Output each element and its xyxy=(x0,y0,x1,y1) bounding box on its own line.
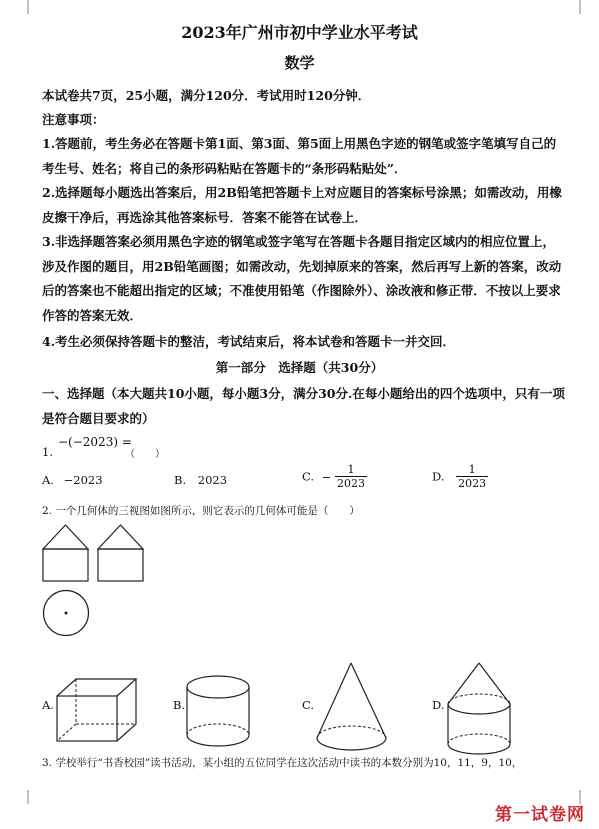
notice-item-2: 2.选择题每小题选出答案后，用2B铅笔把答题卡上对应题目的答案标号涂黑；如需改动，用橡皮擦干净后，再选涂其他答案标号．答案不能答在试卷上． xyxy=(42,185,562,225)
q1-option-d-label: D. xyxy=(432,469,445,484)
q2-option-b-label: B. xyxy=(173,698,186,712)
front-view-figure xyxy=(42,523,90,583)
top-view-figure xyxy=(42,589,92,639)
q1-option-b xyxy=(174,473,227,487)
side-view-figure xyxy=(97,523,145,583)
q1-option-b-label: B. xyxy=(174,473,187,487)
q2-option-d-label: D. xyxy=(432,698,445,712)
exam-title: 2023年广州市初中学业水平考试 xyxy=(181,23,418,42)
q1-option-a xyxy=(42,473,103,487)
corner-mark-bottom-left xyxy=(28,790,42,804)
question-3-text: 3. 学校举行“书香校园”读书活动，某小组的五位同学在这次活动中读书的本数分别为10，11，9，10， xyxy=(42,757,523,769)
q1-option-d-denominator: 2023 xyxy=(458,477,487,490)
q2-option-a-cuboid xyxy=(56,678,138,744)
q2-option-b-cylinder xyxy=(186,675,252,750)
corner-mark-top-right xyxy=(566,0,580,14)
q1-option-c-numerator: 1 xyxy=(335,463,367,477)
question-1-blank: （ ） xyxy=(125,449,165,460)
q1-option-d-fraction xyxy=(456,463,488,490)
q1-option-c-fraction xyxy=(335,463,367,490)
q2-option-c-cone xyxy=(316,662,388,754)
q1-option-b-text: 2023 xyxy=(197,473,228,487)
notice-item-3: 3.非选择题答案必须用黑色字迹的钢笔或签字笔写在答题卡各题目指定区域内的相应位置上，涉及作图的题目，用2B铅笔画图；如需改动，先划掉原来的答案，然后再写上新的答案，改动后的答案也不能超出指定的区域；不准使用铅笔（作图除外）、涂改液和修正带．不按以上要求作答的答案无效． xyxy=(42,234,562,323)
q1-option-d xyxy=(432,463,488,490)
q1-option-c xyxy=(302,463,367,490)
section-instructions: 一、选择题（本大题共10小题，每小题3分，满分30分.在每小题给出的四个选项中，只有一项是符合题目要求的） xyxy=(42,386,565,426)
q1-option-d-numerator: 1 xyxy=(456,463,488,477)
exam-summary: 本试卷共7页，25小题，满分120分．考试用时120分钟． xyxy=(42,88,371,103)
site-watermark: 第一试卷网 xyxy=(495,805,585,825)
section-heading: 第一部分 选择题（共30分） xyxy=(215,360,384,375)
q2-option-d-cone-on-cylinder xyxy=(446,662,514,758)
question-1 xyxy=(42,435,562,460)
notice-item-1: 1.答题前，考生务必在答题卡第1面、第3面、第5面上用黑色字迹的钢笔或签字笔填写自己的考生号、姓名；将自己的条形码粘贴在答题卡的“条形码粘贴处”． xyxy=(42,136,557,176)
notice-item-4: 4.考生必须保持答题卡的整洁，考试结束后，将本试卷和答题卡一并交回． xyxy=(42,334,456,349)
q2-option-c-label: C. xyxy=(302,698,315,712)
subject-title: 数学 xyxy=(284,54,315,72)
q1-option-a-text: −2023 xyxy=(63,473,103,487)
question-2-text: 2. 一个几何体的三视图如图所示，则它表示的几何体可能是（ ） xyxy=(42,505,360,517)
question-1-expression: −(−2023) = xyxy=(58,435,132,449)
question-1-number: 1. xyxy=(42,445,53,459)
corner-mark-top-left xyxy=(28,0,42,14)
q1-option-c-denominator: 2023 xyxy=(337,477,365,490)
q1-option-c-label: C. xyxy=(302,469,315,484)
q1-option-c-sign: − xyxy=(321,469,332,484)
q1-option-a-label: A. xyxy=(42,473,54,487)
notice-heading: 注意事项： xyxy=(42,112,105,127)
q2-option-a-label: A. xyxy=(42,698,54,712)
